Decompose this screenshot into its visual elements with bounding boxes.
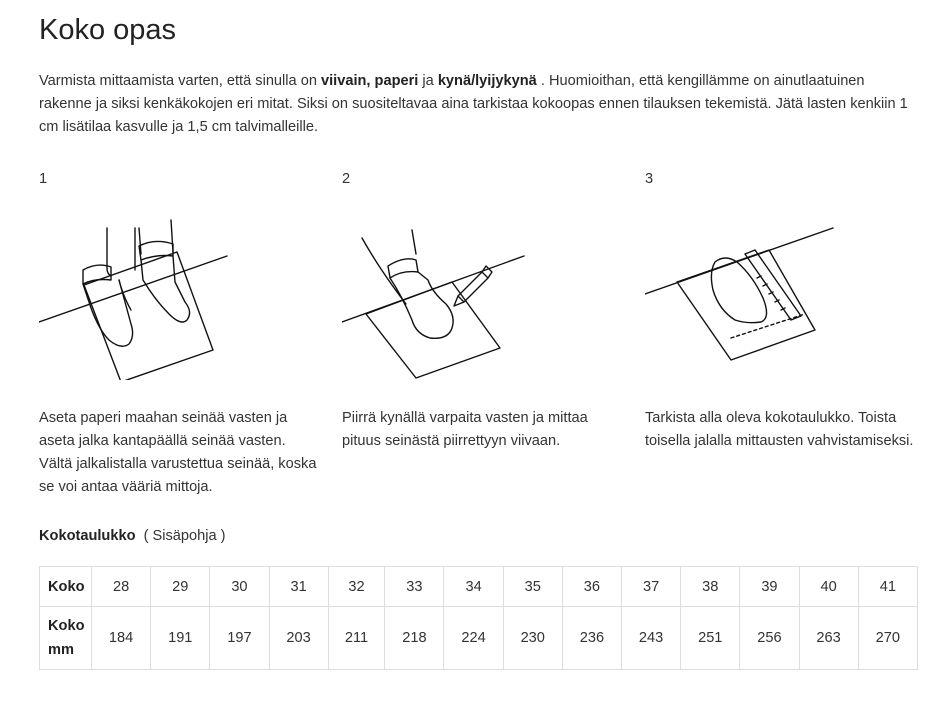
step-number: 3	[645, 171, 654, 187]
table-row-mm	[40, 607, 918, 670]
size-cell: 39	[740, 567, 799, 607]
size-cell: 41	[858, 567, 917, 607]
size-cell: 33	[385, 567, 444, 607]
size-cell: 40	[799, 567, 858, 607]
step-2	[342, 168, 622, 449]
intro-bold-ruler-paper: viivain, paperi	[321, 73, 419, 89]
size-cell: 34	[444, 567, 503, 607]
size-cell: 37	[622, 567, 681, 607]
mm-cell: 184	[92, 607, 151, 670]
size-table-title	[39, 528, 226, 544]
row-label-mm	[40, 607, 92, 670]
step-3	[645, 168, 925, 449]
mm-cell: 263	[799, 607, 858, 670]
size-cell: 38	[681, 567, 740, 607]
mm-cell: 243	[622, 607, 681, 670]
trace-toes-pen-icon	[342, 210, 542, 380]
row-label-mm-line1: Koko	[48, 618, 85, 634]
size-table	[39, 566, 918, 670]
mm-cell: 191	[151, 607, 210, 670]
feet-against-wall-icon	[39, 210, 239, 380]
measure-footprint-ruler-icon	[645, 210, 845, 380]
intro-text	[39, 70, 919, 139]
intro-part: . Huomioithan, että kengillämme on ainutlaatuinen rakenne ja siksi kenkäkokojen eri mitat. Siksi on suositeltavaa aina tarkistaa kokoopas ennen tilauksen tekemistä. Jätä lasten kenkiin 1 cm lisätilaa kasvulle ja 1,5 cm talvimalleille.	[39, 73, 908, 135]
intro-bold-pen: kynä/lyijykynä	[437, 73, 537, 89]
row-label-mm-line2: mm	[48, 642, 74, 658]
mm-cell: 224	[444, 607, 503, 670]
mm-cell: 236	[562, 607, 621, 670]
intro-part: ja	[418, 73, 438, 89]
mm-cell: 197	[210, 607, 269, 670]
mm-cell: 256	[740, 607, 799, 670]
size-cell: 35	[503, 567, 562, 607]
size-table-subtitle: ( Sisäpohja )	[143, 528, 226, 544]
step-description: Piirrä kynällä varpaita vasten ja mittaa pituus seinästä piirrettyyn viivaan.	[342, 410, 588, 449]
step-1	[39, 168, 319, 495]
size-cell: 28	[92, 567, 151, 607]
mm-cell: 218	[385, 607, 444, 670]
mm-cell: 270	[858, 607, 917, 670]
table-row-sizes	[40, 567, 918, 607]
mm-cell: 251	[681, 607, 740, 670]
size-cell: 30	[210, 567, 269, 607]
mm-cell: 211	[328, 607, 385, 670]
mm-cell: 203	[269, 607, 328, 670]
size-cell: 29	[151, 567, 210, 607]
step-description: Aseta paperi maahan seinää vasten ja aseta jalka kantapäällä seinää vasten. Vältä jalkalistalla varustettua seinää, koska se voi antaa vääriä mittoja.	[39, 410, 317, 495]
size-cell: 31	[269, 567, 328, 607]
step-number: 2	[342, 171, 351, 187]
size-table-title-bold: Kokotaulukko	[39, 528, 136, 544]
mm-cell: 230	[503, 607, 562, 670]
size-cell: 36	[562, 567, 621, 607]
size-cell: 32	[328, 567, 385, 607]
row-label-size: Koko	[40, 567, 92, 607]
step-number: 1	[39, 171, 48, 187]
page-title: Koko opas	[39, 14, 177, 46]
step-description: Tarkista alla oleva kokotaulukko. Toista toisella jalalla mittausten vahvistamiseksi.	[645, 410, 914, 449]
intro-part: Varmista mittaamista varten, että sinulla on	[39, 73, 321, 89]
